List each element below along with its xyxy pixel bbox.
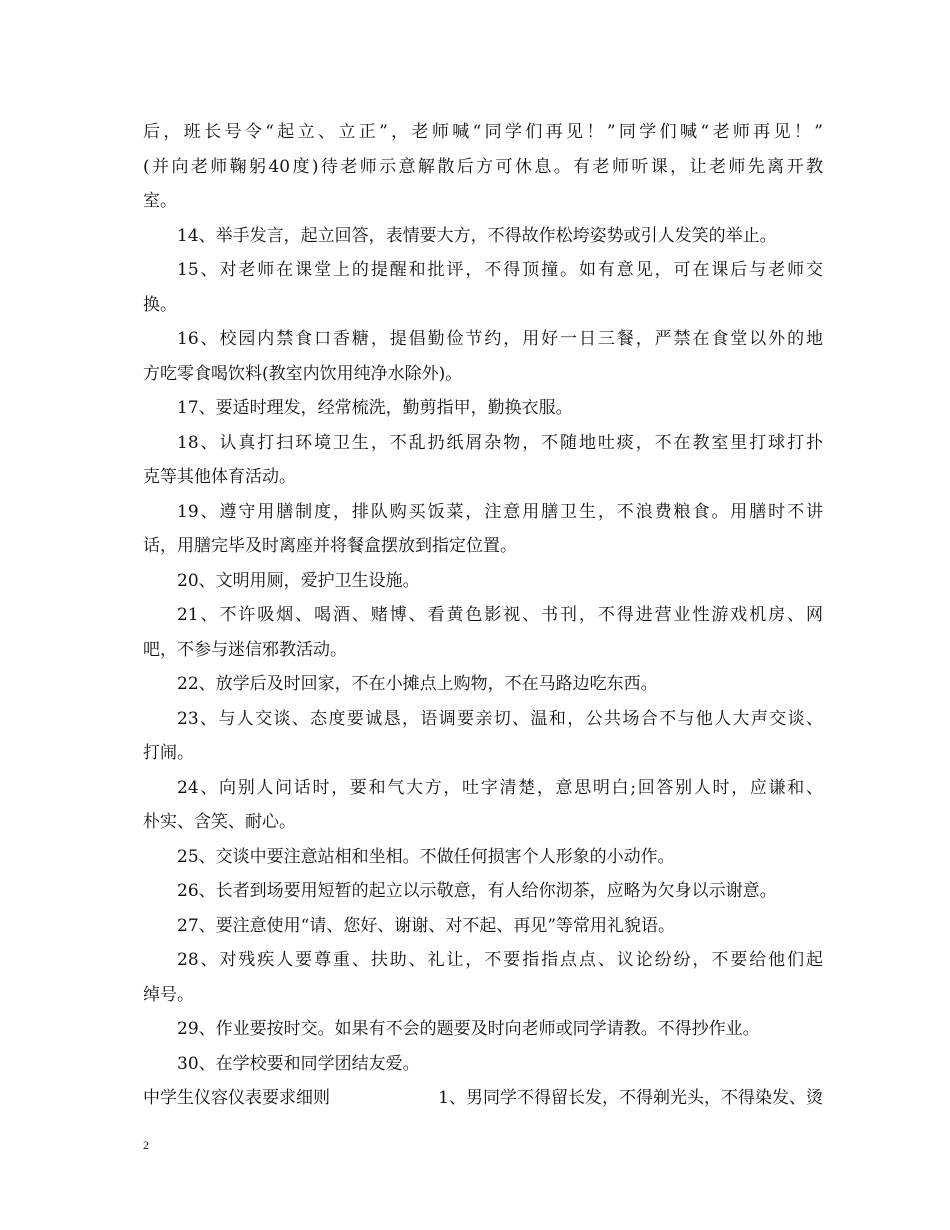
- rule-16: 16、校园内禁食口香糖，提倡勤俭节约，用好一日三餐，严禁在食堂以外的地: [177, 329, 823, 349]
- rule-27: 27、要注意使用“请、您好、谢谢、对不起、再见”等常用礼貌语。: [177, 915, 676, 936]
- page-number: 2: [143, 1138, 149, 1152]
- rule-21: 21、不许吸烟、喝酒、赌博、看黄色影视、书刊，不得进营业性游戏机房、网: [177, 605, 823, 625]
- section-heading: 中学生仪容仪表要求细则: [143, 1088, 330, 1108]
- rule-26: 26、长者到场要用短暂的起立以示敬意，有人给你沏茶，应略为欠身以示谢意。: [177, 881, 777, 901]
- rule-14: 14、举手发言，起立回答，表情要大方，不得故作松垮姿势或引人发笑的举止。: [177, 225, 777, 246]
- paragraph-line: 克等其他体育活动。: [143, 467, 296, 487]
- rule-18: 18、认真打扫环境卫生，不乱扔纸屑杂物，不随地吐痰，不在教室里打球打扑: [177, 432, 823, 453]
- paragraph-line: 打闹。: [143, 743, 194, 763]
- rule-22: 22、放学后及时回家，不在小摊点上购物，不在马路边吃东西。: [177, 674, 658, 694]
- section-start-line: [143, 1081, 823, 1116]
- paragraph-line: 朴实、含笑、耐心。: [143, 812, 296, 832]
- paragraph-line: (并向老师鞠躬40度)待老师示意解散后方可休息。有老师听课，让老师先离开教: [143, 156, 823, 177]
- rule-19: 19、遵守用膳制度，排队购买饭菜，注意用膳卫生，不浪费粮食。用膳时不讲: [177, 501, 823, 522]
- rule-17: 17、要适时理发，经常梳洗，勤剪指甲，勤换衣服。: [177, 398, 573, 418]
- rule-28: 28、对残疾人要尊重、扶助、礼让，不要指指点点、议论纷纷，不要给他们起: [177, 950, 823, 970]
- rule-24: 24、向别人问话时，要和气大方，吐字清楚，意思明白;回答别人时，应谦和、: [177, 777, 823, 798]
- rule-29: 29、作业要按时交。如果有不会的题要及时向老师或同学请教。不得抄作业。: [177, 1019, 760, 1039]
- paragraph-line: 方吃零食喝饮料(教室内饮用纯净水除外)。: [143, 363, 463, 384]
- rule-23: 23、与人交谈、态度要诚恳，语调要亲切、温和，公共场合不与他人大声交谈、: [177, 708, 823, 729]
- rule-30: 30、在学校要和同学团结友爱。: [177, 1053, 420, 1074]
- rule-25: 25、交谈中要注意站相和坐相。不做任何损害个人形象的小动作。: [177, 846, 675, 867]
- section-first-rule: 1、男同学不得留长发，不得剃光头，不得染发、烫: [438, 1088, 823, 1108]
- paragraph-line: 后，班长号令“起立、立正”，老师喊“同学们再见！”同学们喊“老师再见！”: [143, 122, 823, 142]
- rule-15: 15、对老师在课堂上的提醒和批评，不得顶撞。如有意见，可在课后与老师交: [177, 260, 823, 280]
- paragraph-line: 吧，不参与迷信邪教活动。: [143, 639, 347, 660]
- paragraph-line: 换。: [143, 294, 177, 315]
- paragraph-line: 室。: [143, 191, 177, 211]
- paragraph-line: 话，用膳完毕及时离座并将餐盒摆放到指定位置。: [143, 536, 517, 556]
- paragraph-line: 绰号。: [143, 984, 194, 1005]
- document-body: [143, 115, 823, 1116]
- rule-20: 20、文明用厕，爱护卫生设施。: [177, 570, 420, 591]
